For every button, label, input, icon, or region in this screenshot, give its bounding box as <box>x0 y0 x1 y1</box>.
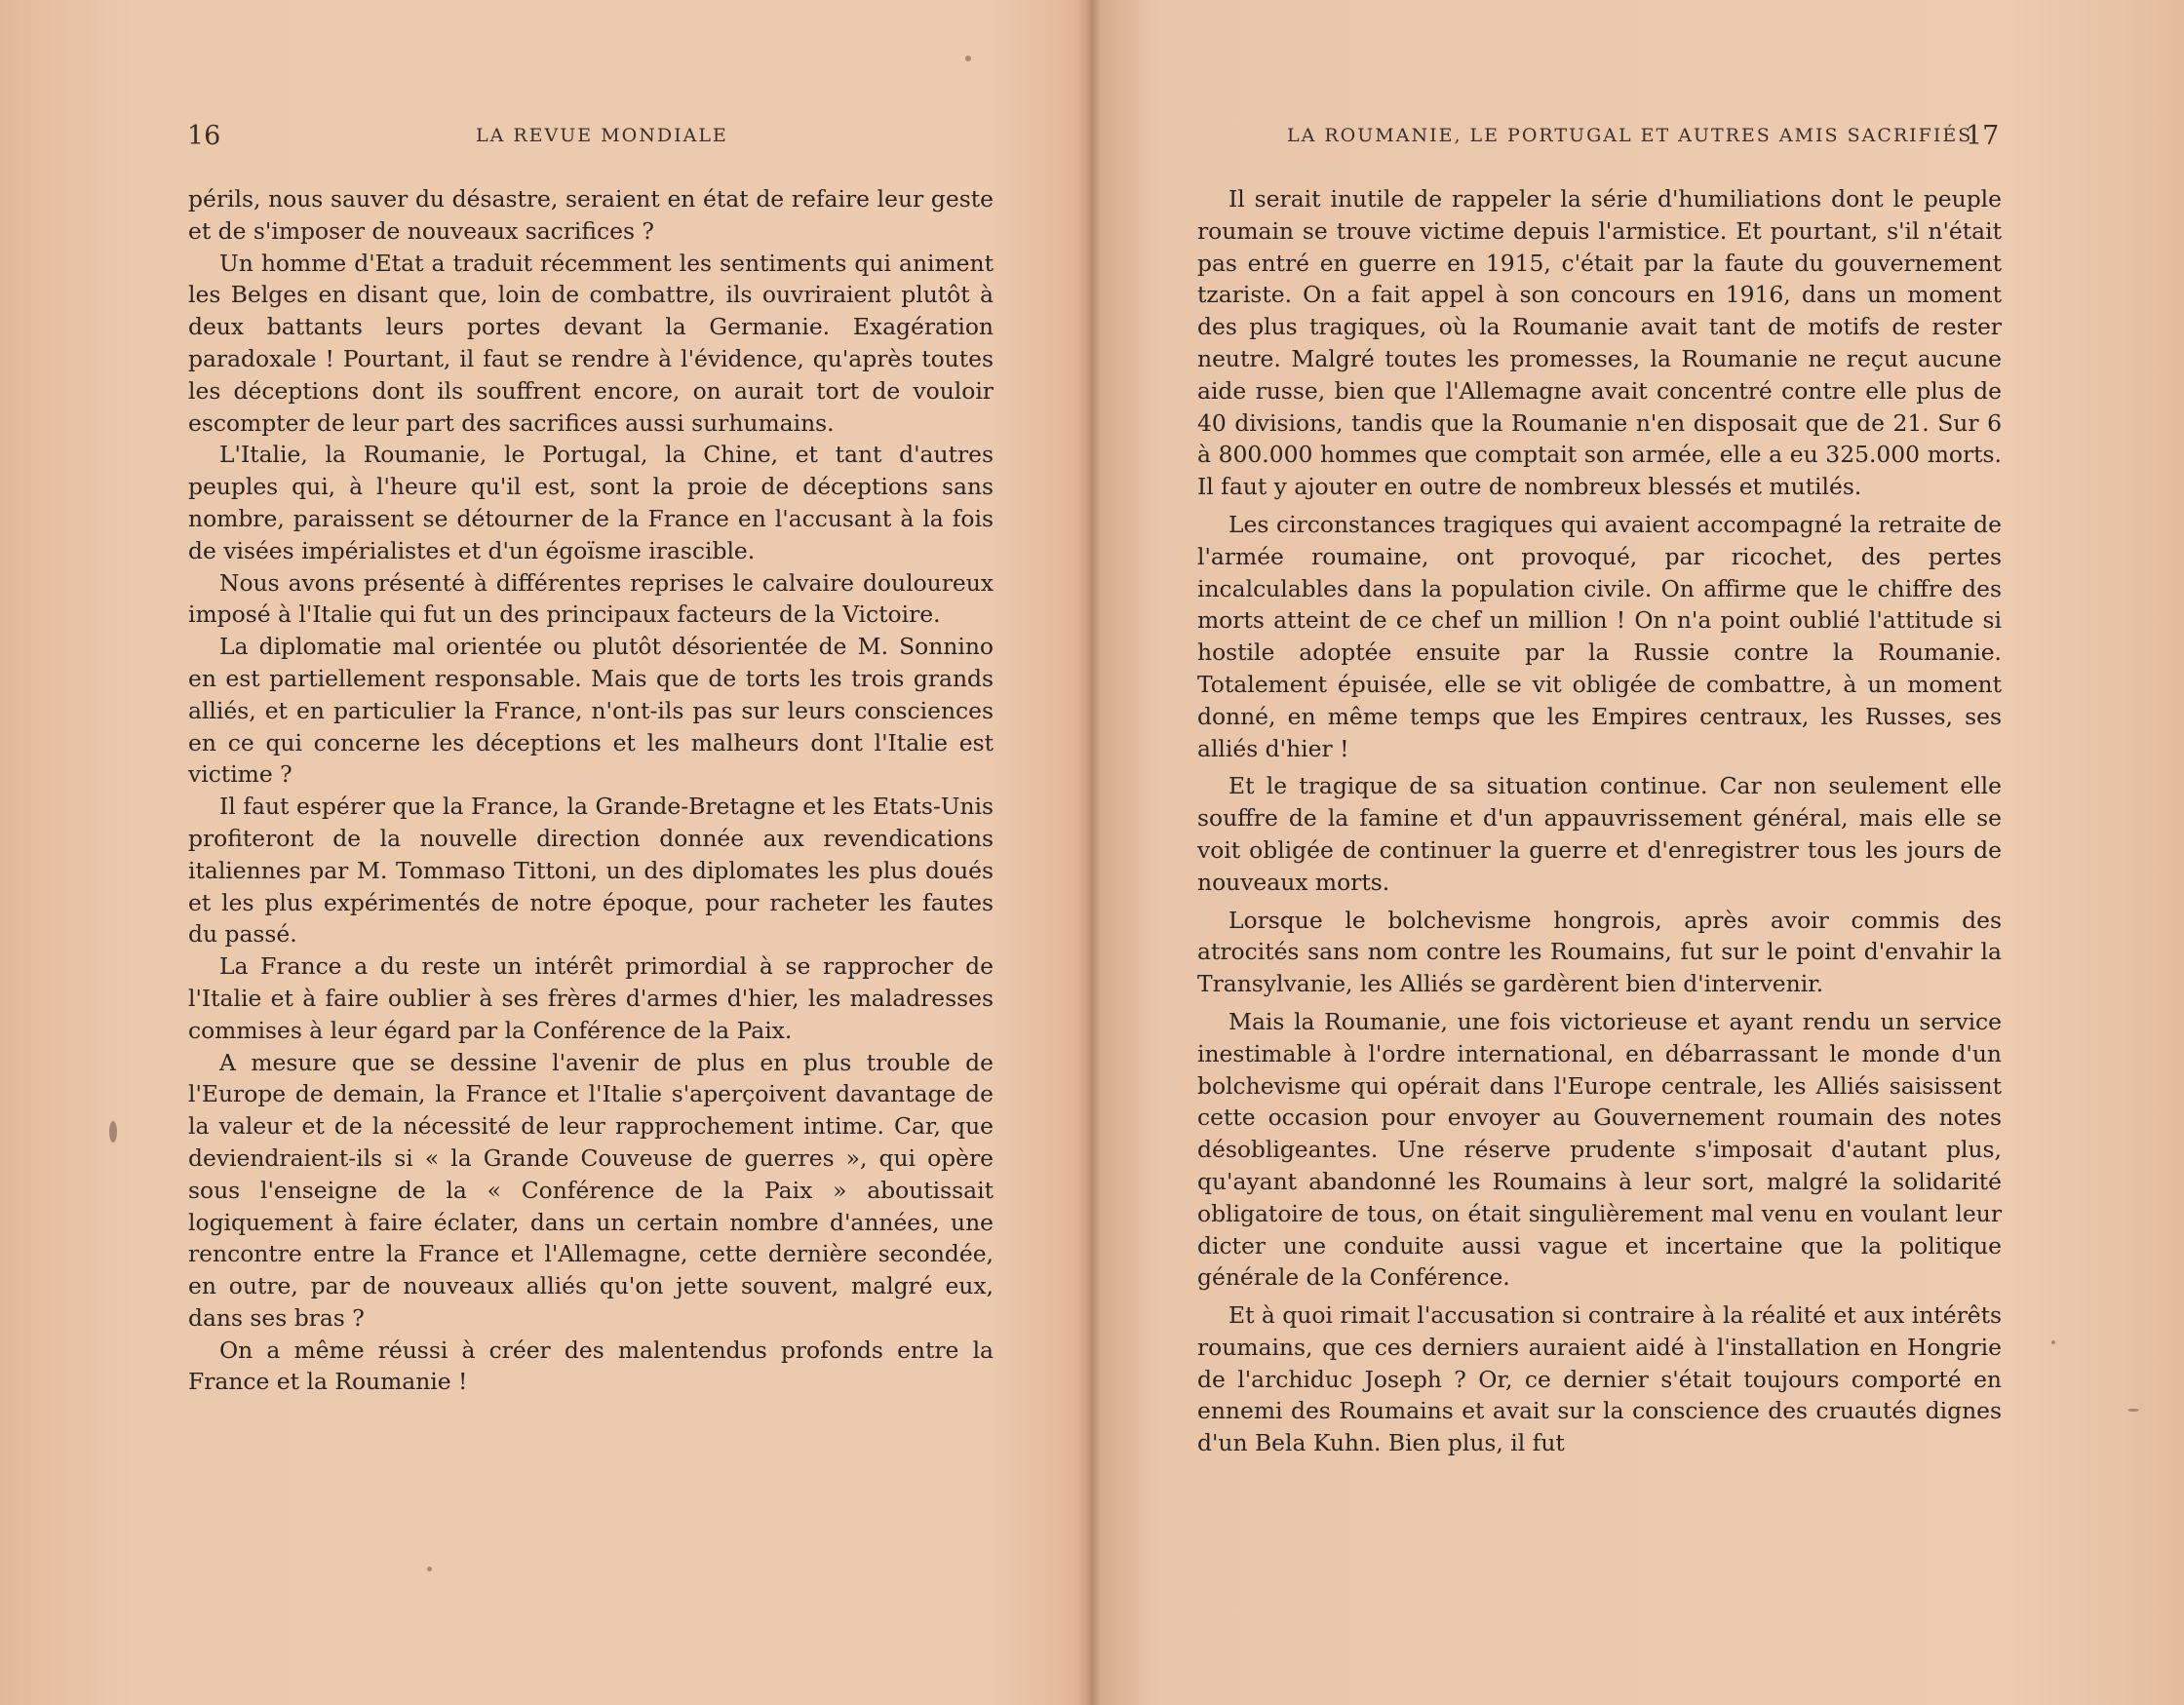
paper-speck <box>2127 1409 2139 1412</box>
running-head: LA REVUE MONDIALE <box>476 125 728 146</box>
paragraph: Et à quoi rimait l'accusation si contraire à la réalité et aux intérêts roumains, que ces derniers auraient aidé à l'installation en Hongrie de l'archiduc Joseph ? Or, ce dernier s'était toujours comporté en ennemi des Roumains et avait sur la conscience des cruautés dignes d'un Bela Kuhn. Bien plus, il fut <box>1197 1301 2002 1457</box>
paragraph: A mesure que se dessine l'avenir de plus en plus trouble de l'Europe de demain, la France et l'Italie s'aperçoivent davantage de la valeur et de la nécessité de leur rapprochement intime. Car, que deviendraient-ils si « la Grande Couveuse de guerres », qui opère sous l'enseigne de la « Conférence de la Paix » aboutissait logiquement à faire éclater, dans un certain nombre d'années, une rencontre entre la France et l'Allemagne, cette dernière secondée, en outre, par de nouveaux alliés qu'on jette souvent, malgré eux, dans ses bras ? <box>188 1048 994 1332</box>
paragraph: La France a du reste un intérêt primordial à se rapprocher de l'Italie et à faire oublier à ses frères d'armes d'hier, les maladresses commises à leur égard par la Conférence de la Paix. <box>188 952 994 1044</box>
paper-speck <box>427 1567 432 1571</box>
running-head: LA ROUMANIE, LE PORTUGAL ET AUTRES AMIS SACRIFIÉS <box>1287 125 1973 146</box>
paragraph: Un homme d'Etat a traduit récemment les sentiments qui animent les Belges en disant que, loin de combattre, ils ouvriraient plutôt à deux battants leurs portes devant la Germanie. Exagération paradoxale ! Pourtant, il faut se rendre à l'évidence, qu'après toutes les déceptions dont ils souffrent encore, on aurait tort de vouloir escompter de leur part des sacrifices aussi surhumains. <box>188 249 994 437</box>
paragraph: Et le tragique de sa situation continue. Car non seulement elle souffre de la famine et d'un appauvrissement général, mais elle se voit obligée de continuer la guerre et d'enregistrer tous les jours de nouveaux morts. <box>1197 772 2002 896</box>
paragraph: La diplomatie mal orientée ou plutôt désorientée de M. Sonnino en est partiellement responsable. Mais que de torts les trois grands alliés, et en particulier la France, n'ont-ils pas sur leurs consciences en ce qui concerne les déceptions et les malheurs dont l'Italie est victime ? <box>188 633 994 789</box>
paragraph: Lorsque le bolchevisme hongrois, après avoir commis des atrocités sans nom contre les Roumains, fut sur le point d'envahir la Transylvanie, les Alliés se gardèrent bien d'intervenir. <box>1197 906 2002 998</box>
right-page <box>1092 0 2184 1705</box>
left-page <box>0 0 1082 1705</box>
paper-speck <box>109 1121 117 1143</box>
paper-speck <box>2051 1340 2055 1344</box>
page-number: 17 <box>1966 121 2000 151</box>
paper-speck <box>965 56 971 61</box>
paragraph: Nous avons présenté à différentes reprises le calvaire douloureux imposé à l'Italie qui fut un des principaux facteurs de la Victoire. <box>188 568 994 629</box>
page-number: 16 <box>187 121 221 151</box>
paragraph: Mais la Roumanie, une fois victorieuse et ayant rendu un service inestimable à l'ordre international, en débarrassant le monde d'un bolchevisme qui opérait dans l'Europe centrale, les Alliés saisissent cette occasion pour envoyer au Gouvernement roumain des notes désobligeantes. Une réserve prudente s'imposait d'autant plus, qu'ayant abandonné les Roumains à leur sort, malgré la solidarité obligatoire de tous, on était singulièrement mal venu en voulant leur dicter une conduite aussi vague et incertaine que la politique générale de la Conférence. <box>1197 1007 2002 1292</box>
paragraph: Les circonstances tragiques qui avaient accompagné la retraite de l'armée roumaine, ont provoqué, par ricochet, des pertes incalculables dans la population civile. On affirme que le chiffre des morts atteint de ce chef un million ! On n'a point oublié l'attitude si hostile adoptée ensuite par la Russie contre la Roumanie. Totalement épuisée, elle se vit obligée de combattre, à un moment donné, en même temps que les Empires centraux, les Russes, ses alliés d'hier ! <box>1197 510 2002 762</box>
paragraph: On a même réussi à créer des malentendus profonds entre la France et la Roumanie ! <box>188 1336 994 1396</box>
paragraph: Il serait inutile de rappeler la série d'humiliations dont le peuple roumain se trouve victime depuis l'armistice. Et pourtant, s'il n'était pas entré en guerre en 1915, c'était par la faute du gouvernement tzariste. On a fait appel à son concours en 1916, dans un moment des plus tragiques, où la Roumanie avait tant de motifs de rester neutre. Malgré toutes les promesses, la Roumanie ne reçut aucune aide russe, bien que l'Allemagne avait concentré contre elle plus de 40 divisions, tandis que la Roumanie n'en disposait que de 21. Sur 6 à 800.000 hommes que comptait son armée, elle a eu 325.000 morts. Il faut y ajouter en outre de nombreux blessés et mutilés. <box>1197 185 2002 501</box>
paragraph: L'Italie, la Roumanie, le Portugal, la Chine, et tant d'autres peuples qui, à l'heure qu'il est, sont la proie de déceptions sans nombre, paraissent se détourner de la France en l'accusant à la fois de visées impérialistes et d'un égoïsme irascible. <box>188 441 994 564</box>
paragraph: Il faut espérer que la France, la Grande-Bretagne et les Etats-Unis profiteront de la nouvelle direction donnée aux revendications italiennes par M. Tommaso Tittoni, un des diplomates les plus doués et les plus expérimentés de notre époque, pour racheter les fautes du passé. <box>188 793 994 949</box>
body-text <box>1197 183 2002 1459</box>
paragraph: périls, nous sauver du désastre, seraient en état de refaire leur geste et de s'imposer de nouveaux sacrifices ? <box>188 185 994 245</box>
body-text <box>188 183 994 1398</box>
